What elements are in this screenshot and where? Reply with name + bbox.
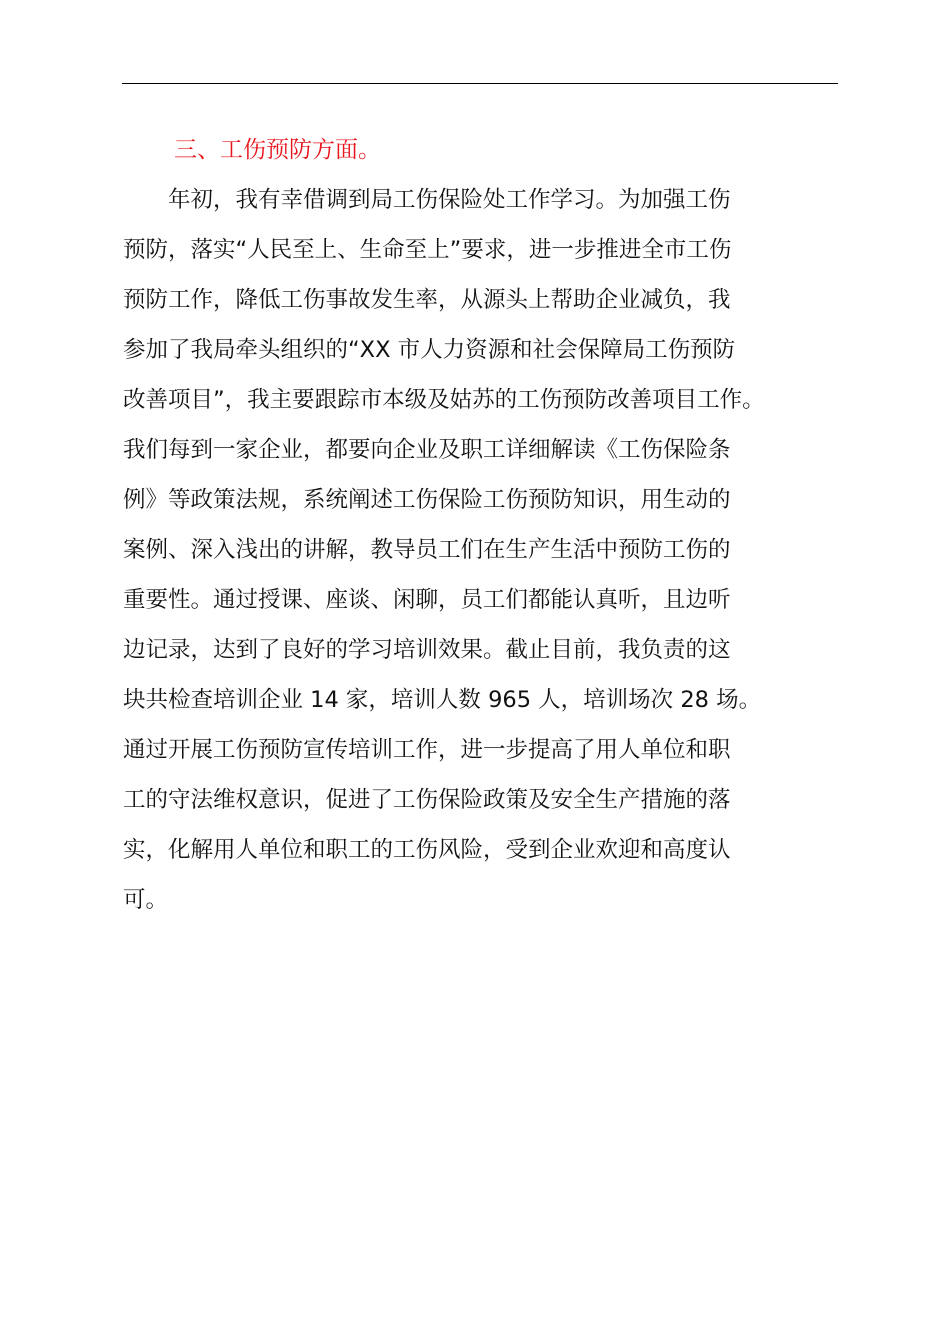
- paragraph-line: 可。: [123, 887, 169, 913]
- paragraph-line: 通过开展工伤预防宣传培训工作，进一步提高了用人单位和职: [123, 737, 731, 763]
- paragraph-line: 我们每到一家企业，都要向企业及职工详细解读《工伤保险条: [123, 437, 731, 463]
- paragraph-line: 例》等政策法规，系统阐述工伤保险工伤预防知识，用生动的: [123, 487, 731, 513]
- paragraph-line: 边记录，达到了良好的学习培训效果。截止目前，我负责的这: [123, 637, 731, 663]
- paragraph-line: 案例、深入浅出的讲解，教导员工们在生产生活中预防工伤的: [123, 537, 731, 563]
- paragraph-line: 重要性。通过授课、座谈、闲聊，员工们都能认真听，且边听: [123, 587, 731, 613]
- section-heading: 三、工伤预防方面。: [174, 137, 381, 163]
- paragraph-line: 实，化解用人单位和职工的工伤风险，受到企业欢迎和高度认: [123, 837, 731, 863]
- paragraph-line: 参加了我局牵头组织的“XX 市人力资源和社会保障局工伤预防: [123, 337, 736, 363]
- header-rule: [122, 83, 838, 84]
- paragraph-line: 预防，落实“人民至上、生命至上”要求，进一步推进全市工伤: [123, 237, 732, 263]
- paragraph-line: 年初，我有幸借调到局工伤保险处工作学习。为加强工伤: [123, 187, 731, 213]
- paragraph-line: 块共检查培训企业 14 家，培训人数 965 人，培训场次 28 场。: [123, 687, 762, 713]
- paragraph-line: 改善项目”，我主要跟踪市本级及姑苏的工伤预防改善项目工作。: [123, 387, 765, 413]
- paragraph-line: 工的守法维权意识，促进了工伤保险政策及安全生产措施的落: [123, 787, 731, 813]
- paragraph-line: 预防工作，降低工伤事故发生率，从源头上帮助企业减负，我: [123, 287, 731, 313]
